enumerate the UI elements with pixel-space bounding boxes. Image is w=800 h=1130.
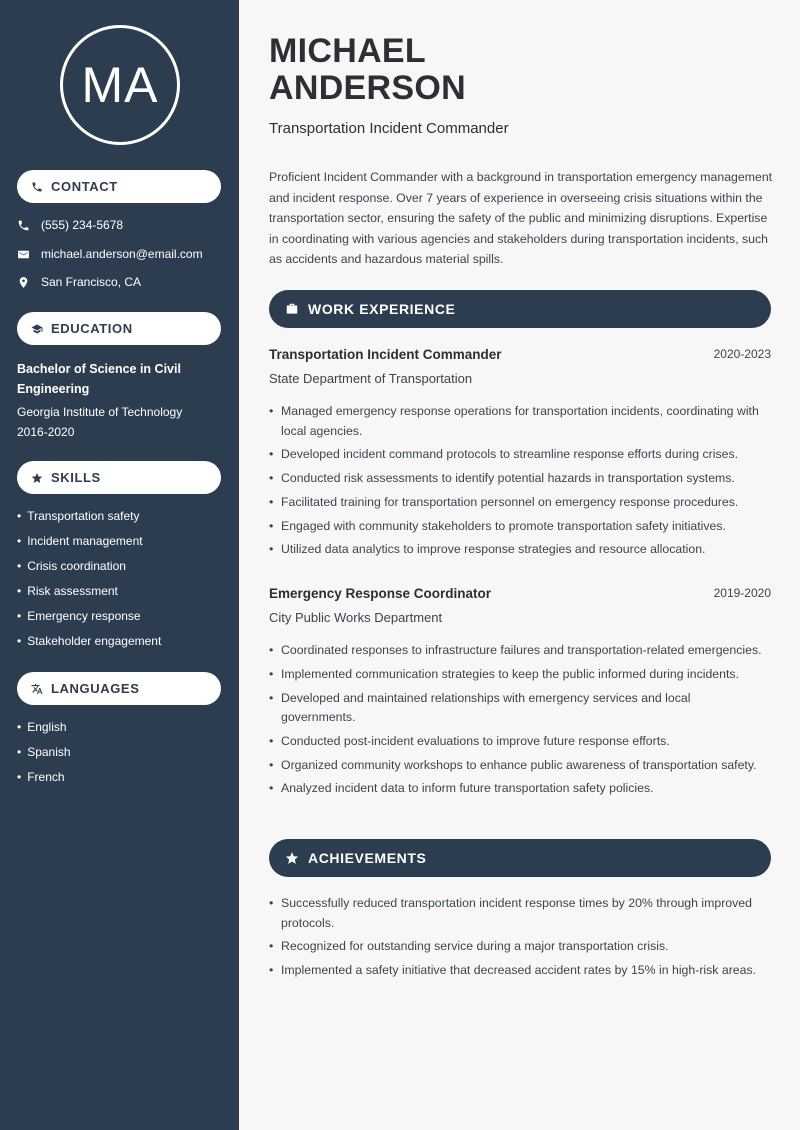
name-first: MICHAEL	[269, 32, 426, 70]
translate-icon	[31, 683, 43, 695]
candidate-name	[269, 33, 466, 107]
languages-heading-label: LANGUAGES	[51, 681, 140, 696]
contact-email-row	[17, 247, 203, 261]
achievement-item: • Implemented a safety initiative that decreased accident rates by 15% in high-risk areas.	[269, 961, 767, 981]
name-last: ANDERSON	[269, 69, 466, 107]
job-dates: 2019-2020	[713, 586, 771, 600]
achievement-item: • Recognized for outstanding service during a major transportation crisis.	[269, 937, 767, 957]
envelope-icon	[17, 248, 30, 261]
job-bullets	[269, 641, 767, 803]
job-title-headline: Transportation Incident Commander	[269, 120, 509, 137]
language-item: • English	[17, 718, 71, 743]
work-experience-heading	[269, 290, 771, 328]
job-bullet: • Analyzed incident data to inform future transportation safety policies.	[269, 779, 767, 799]
phone-icon	[17, 219, 30, 232]
job-title: Emergency Response Coordinator	[269, 586, 492, 601]
job-company: State Department of Transportation	[269, 371, 473, 386]
skill-item: • Risk assessment	[17, 582, 161, 607]
job-company: City Public Works Department	[269, 610, 443, 625]
contact-phone-row	[17, 218, 123, 232]
work-experience-heading-label: WORK EXPERIENCE	[308, 301, 456, 317]
languages-list	[17, 718, 71, 793]
skill-item: • Transportation safety	[17, 507, 161, 532]
job-bullet: • Coordinated responses to infrastructure failures and transportation-related emergencies.	[269, 641, 767, 661]
job-bullet: • Engaged with community stakeholders to promote transportation safety initiatives.	[269, 517, 767, 537]
job-bullet: • Organized community workshops to enhance public awareness of transportation safety.	[269, 756, 767, 776]
map-pin-icon	[17, 276, 30, 289]
job-bullet: • Managed emergency response operations for transportation incidents, coordinating with local agencies.	[269, 402, 767, 441]
education-school: Georgia Institute of Technology	[17, 405, 183, 419]
profile-summary: Proficient Incident Commander with a background in transportation emergency management and incident response. Over 7 years of experience in overseeing crisis situations within the transportation sector, ensuring the safety of the public and minimizing disruptions. Expertise in coordinating with various agencies and stakeholders during transportation incidents, such as accidents and hazardous material spills.	[269, 170, 773, 266]
avatar-initials: MA	[60, 25, 180, 145]
language-item: • Spanish	[17, 743, 71, 768]
language-item: • French	[17, 768, 71, 793]
job-bullet: • Developed and maintained relationships with emergency services and local governments.	[269, 689, 767, 728]
phone-icon	[31, 181, 43, 193]
skill-item: • Emergency response	[17, 607, 161, 632]
contact-phone: (555) 234-5678	[41, 218, 124, 232]
education-heading	[17, 312, 221, 345]
achievements-heading	[269, 839, 771, 877]
job-bullet: • Conducted post-incident evaluations to improve future response efforts.	[269, 732, 767, 752]
skill-item: • Stakeholder engagement	[17, 632, 161, 657]
languages-heading	[17, 672, 221, 705]
skill-item: • Crisis coordination	[17, 557, 161, 582]
contact-heading-label: CONTACT	[51, 179, 118, 194]
achievements-list	[269, 894, 767, 985]
contact-email[interactable]: michael.anderson@email.com	[41, 247, 203, 261]
skills-heading-label: SKILLS	[51, 470, 101, 485]
achievement-item: • Successfully reduced transportation incident response times by 20% through improved protocols.	[269, 894, 767, 933]
education-degree: Bachelor of Science in Civil Engineering	[17, 362, 181, 396]
contact-location-row	[17, 275, 141, 289]
job-title: Transportation Incident Commander	[269, 347, 502, 362]
job-bullet: • Implemented communication strategies to keep the public informed during incidents.	[269, 665, 767, 685]
education-heading-label: EDUCATION	[51, 321, 133, 336]
job-dates: 2020-2023	[713, 347, 771, 361]
job-bullet: • Conducted risk assessments to identify potential hazards in transportation systems.	[269, 469, 767, 489]
star-icon	[31, 472, 43, 484]
job-bullet: • Developed incident command protocols to streamline response efforts during crises.	[269, 445, 767, 465]
skills-heading	[17, 461, 221, 494]
skill-item: • Incident management	[17, 532, 161, 557]
star-icon	[285, 851, 299, 865]
contact-location: San Francisco, CA	[41, 275, 142, 289]
achievements-heading-label: ACHIEVEMENTS	[308, 850, 427, 866]
graduation-cap-icon	[31, 323, 43, 335]
skills-list	[17, 507, 161, 657]
job-bullet: • Facilitated training for transportation personnel on emergency response procedures.	[269, 493, 767, 513]
briefcase-icon	[285, 302, 299, 316]
job-bullet: • Utilized data analytics to improve response strategies and resource allocation.	[269, 540, 767, 560]
sidebar	[0, 0, 239, 1130]
contact-heading	[17, 170, 221, 203]
education-years: 2016-2020	[17, 425, 75, 439]
job-bullets	[269, 402, 767, 564]
